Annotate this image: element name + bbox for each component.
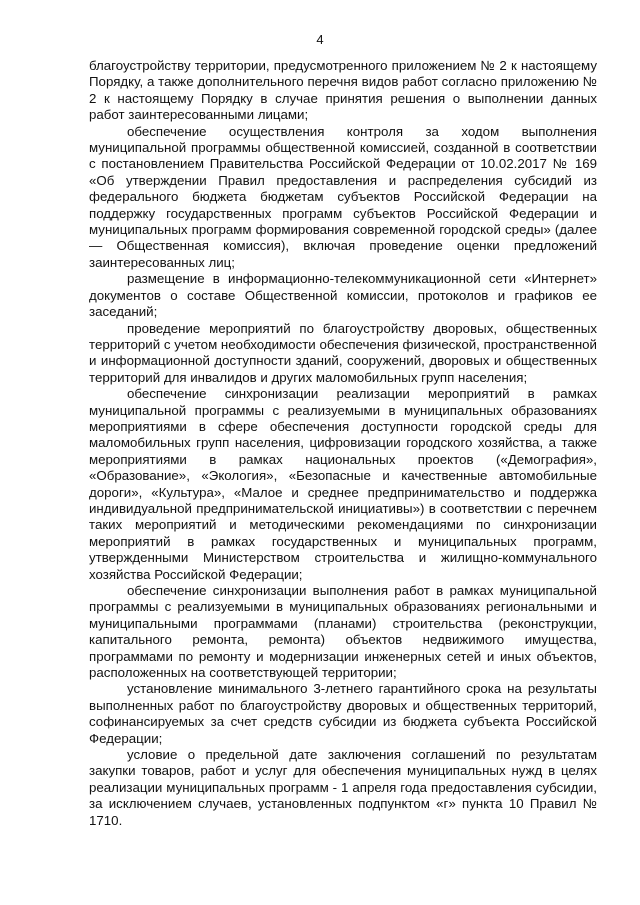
paragraph-4: проведение мероприятий по благоустройству дворовых, общественных территорий с учетом необходимости обеспечения физической, пространственной и информационной доступности зданий, сооружений, дворовых и общественных территорий для инвалидов и других маломобильных групп населения;	[89, 320, 597, 385]
paragraph-1: благоустройству территории, предусмотренного приложением № 2 к настоящему Порядку, а также дополнительного перечня видов работ согласно приложению № 2 к настоящему Порядку в случае принятия решения о выполнении данных работ заинтересованными лицами;	[89, 58, 597, 123]
paragraph-6: обеспечение синхронизации выполнения работ в рамках муниципальной программы с реализуемыми в муниципальных образованиях региональными и муниципальными программами (планами) строительства (реконструкции, капитального ремонта, ремонта) объектов недвижимого имущества, программами по ремонту и модернизации инженерных сетей и иных объектов, расположенных на соответствующей территории;	[89, 583, 597, 681]
paragraph-7: установление минимального 3-летнего гарантийного срока на результаты выполненных работ по благоустройству дворовых и общественных территорий, софинансируемых за счет средств субсидии из бюджета субъекта Российской Федерации;	[89, 681, 597, 746]
document-body	[89, 58, 597, 829]
page-number: 4	[316, 32, 324, 47]
paragraph-8: условие о предельной дате заключения соглашений по результатам закупки товаров, работ и услуг для обеспечения муниципальных нужд в целях реализации муниципальных программ - 1 апреля года предоставления субсидии, за исключением случаев, установленных подпунктом «г» пункта 10 Правил № 1710.	[89, 747, 597, 828]
paragraph-5: обеспечение синхронизации реализации мероприятий в рамках муниципальной программы с реализуемыми в муниципальных образованиях мероприятиями в сфере обеспечения доступности городской среды для маломобильных групп населения, цифровизации городского хозяйства, а также мероприятиями в рамках национальных проектов («Демография», «Образование», «Экология», «Безопасные и качественные автомобильные дороги», «Культура», «Малое и среднее предпринимательство и поддержка индивидуальной предпринимательской инициативы») в соответствии с перечнем таких мероприятий и методическими рекомендациями по синхронизации мероприятий в рамках государственных и муниципальных программ, утвержденными Министерством строительства и жилищно-коммунального хозяйства Российской Федерации;	[89, 386, 597, 582]
paragraph-2: обеспечение осуществления контроля за ходом выполнения муниципальной программы общественной комиссией, созданной в соответствии с постановлением Правительства Российской Федерации от 10.02.2017 № 169 «Об утверждении Правил предоставления и распределения субсидий из федерального бюджета бюджетам субъектов Российской Федерации на поддержку государственных программ субъектов Российской Федерации и муниципальных программ формирования современной городской среды» (далее — Общественная комиссия), включая проведение оценки предложений заинтересованных лиц;	[89, 123, 597, 270]
paragraph-3: размещение в информационно-телекоммуникационной сети «Интернет» документов о составе Общественной комиссии, протоколов и графиков ее заседаний;	[89, 271, 597, 320]
